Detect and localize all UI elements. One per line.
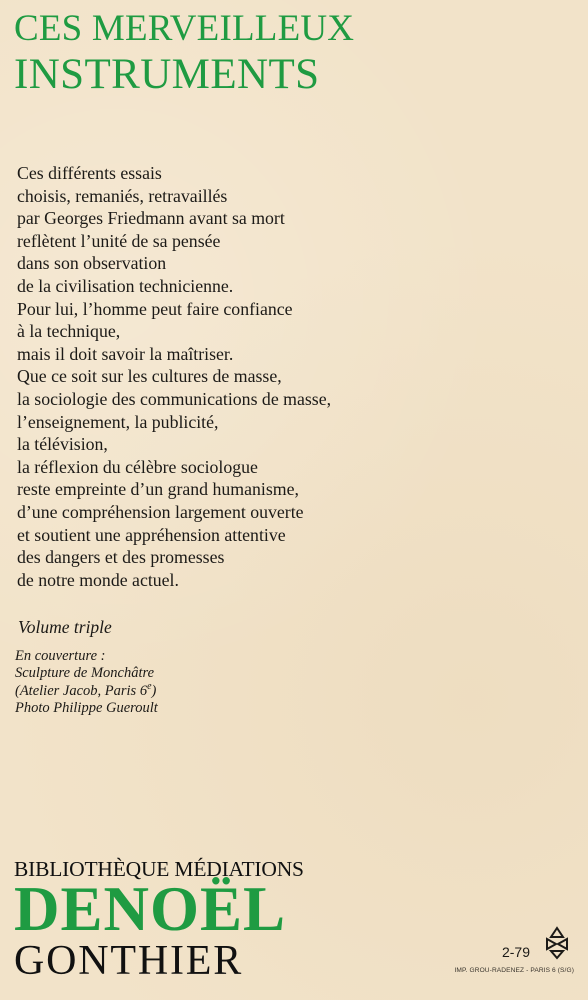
description-line: la réflexion du célèbre sociologue — [17, 456, 258, 477]
series-name: BIBLIOTHÈQUE MÉDIATIONS — [14, 857, 304, 881]
cover-credits-sculpture: Sculpture de Monchâtre — [15, 665, 155, 682]
description-line: reflètent l’unité de sa pensée — [17, 230, 221, 251]
description-line: de notre monde actuel. — [17, 569, 179, 590]
atelier-suffix: ) — [151, 682, 157, 699]
description-line: par Georges Friedmann avant sa mort — [17, 208, 285, 229]
description-line: à la technique, — [17, 321, 121, 342]
cover-credits-label: En couverture : — [15, 648, 106, 664]
description-line: et soutient une appréhension attentive — [17, 524, 286, 545]
atelier-prefix: (Atelier Jacob, Paris 6 — [15, 682, 148, 699]
description-line: l’enseignement, la publicité, — [17, 411, 219, 432]
volume-note: Volume triple — [18, 617, 112, 637]
description-line: dans son observation — [17, 253, 167, 274]
description-line: Pour lui, l’homme peut faire confiance — [17, 298, 293, 319]
printer-info: IMP. GROU-RADENEZ - PARIS 6 (S/G) — [454, 967, 574, 974]
description-line: la sociologie des communications de masse, — [17, 388, 332, 409]
book-title-line-2: INSTRUMENTS — [14, 51, 320, 98]
book-title-line-1: CES MERVEILLEUX — [14, 8, 355, 49]
cover-credits-atelier — [15, 680, 158, 700]
description-line: Que ce soit sur les cultures de masse, — [17, 366, 282, 387]
imprint-name: GONTHIER — [14, 938, 244, 984]
description-line: d’une compréhension largement ouverte — [17, 501, 304, 522]
description — [17, 162, 577, 591]
book-title — [14, 10, 574, 96]
edition-code: 2-79 — [501, 944, 530, 960]
cover-credits-photo: Photo Philippe Gueroult — [15, 700, 158, 717]
publisher-name: DENOËL — [14, 874, 287, 944]
description-line: choisis, remaniés, retravaillés — [17, 185, 228, 206]
publisher-emblem-icon — [538, 925, 576, 961]
cover-credits — [15, 648, 158, 718]
atelier-superscript: e — [147, 680, 152, 692]
description-line: Ces différents essais — [17, 163, 162, 183]
description-line: de la civilisation technicienne. — [17, 275, 234, 296]
description-line: la télévision, — [17, 434, 108, 455]
description-line: reste empreinte d’un grand humanisme, — [17, 479, 299, 500]
description-line: mais il doit savoir la maîtriser. — [17, 343, 234, 364]
description-line: des dangers et des promesses — [17, 547, 225, 568]
